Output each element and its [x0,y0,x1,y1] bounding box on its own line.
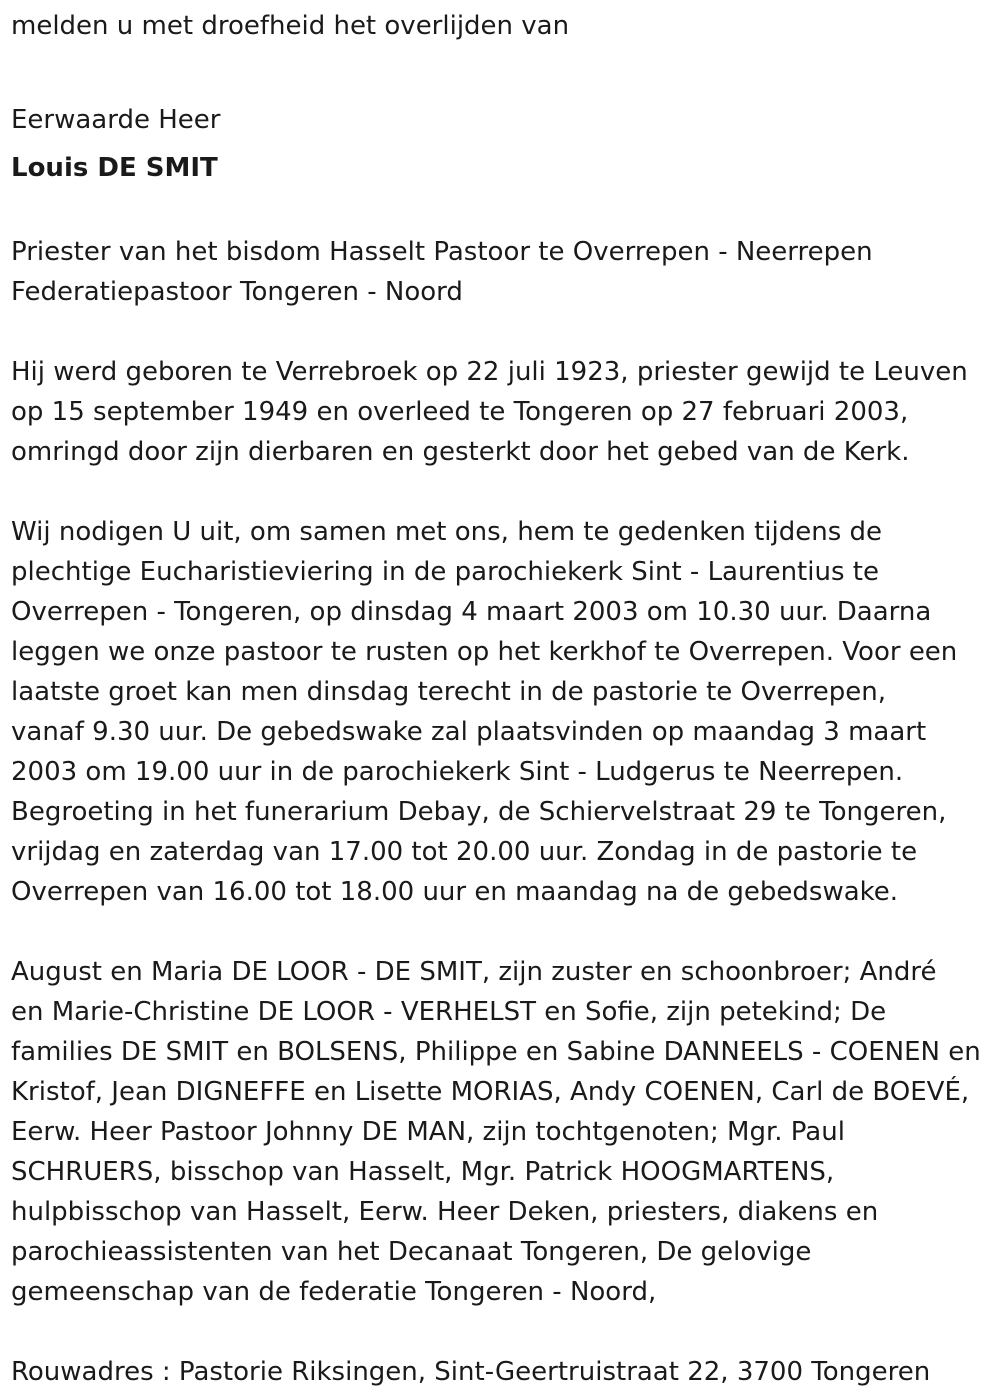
family-line: Eerw. Heer Pastoor Johnny DE MAN, zijn tochtgenoten; Mgr. Paul [11,1117,845,1147]
ceremony-line: vrijdag en zaterdag van 17.00 tot 20.00 uur. Zondag in de pastorie te [11,837,918,867]
family-line: parochieassistenten van het Decanaat Tongeren, De gelovige [11,1237,812,1267]
spacer [11,312,996,352]
ceremony-line: leggen we onze pastoor te rusten op het kerkhof te Overrepen. Voor een [11,637,958,667]
family-line: families DE SMIT en BOLSENS, Philippe en Sabine DANNEELS - COENEN en [11,1037,981,1067]
family-line: SCHRUERS, bisschop van Hasselt, Mgr. Patrick HOOGMARTENS, [11,1157,835,1187]
ceremony-paragraph [11,512,996,912]
honorific: Eerwaarde Heer [11,105,221,135]
spacer [11,912,996,952]
family-line: Kristof, Jean DIGNEFFE en Lisette MORIAS, Andy COENEN, Carl de BOEVÉ, [11,1077,970,1107]
birth-death-line: omringd door zijn dierbaren en gesterkt door het gebed van de Kerk. [11,437,910,467]
spacer [11,472,996,512]
ceremony-line: 2003 om 19.00 uur in de parochiekerk Sint - Ludgerus te Neerrepen. [11,757,904,787]
function-paragraph [11,232,996,312]
ceremony-line: Wij nodigen U uit, om samen met ons, hem te gedenken tijdens de [11,517,883,547]
ceremony-line: plechtige Eucharistieviering in de parochiekerk Sint - Laurentius te [11,557,879,587]
ceremony-line: Overrepen - Tongeren, op dinsdag 4 maart 2003 om 10.30 uur. Daarna [11,597,932,627]
birth-death-line: Hij werd geboren te Verrebroek op 22 juli 1923, priester gewijd te Leuven [11,357,968,387]
spacer [11,52,996,92]
death-notice [11,0,996,1392]
family-line: August en Maria DE LOOR - DE SMIT, zijn zuster en schoonbroer; André [11,957,937,987]
ceremony-line: vanaf 9.30 uur. De gebedswake zal plaatsvinden op maandag 3 maart [11,717,927,747]
family-line: hulpbisschop van Hasselt, Eerw. Heer Deken, priesters, diakens en [11,1197,879,1227]
spacer [11,192,996,232]
intro-text: melden u met droefheid het overlijden van [11,11,570,41]
function-line: Federatiepastoor Tongeren - Noord [11,277,463,307]
ceremony-line: laatste groet kan men dinsdag terecht in de pastorie te Overrepen, [11,677,886,707]
birth-death-line: op 15 september 1949 en overleed te Tongeren op 27 februari 2003, [11,397,909,427]
birth-death-paragraph [11,352,996,472]
ceremony-line: Begroeting in het funerarium Debay, de Schiervelstraat 29 te Tongeren, [11,797,947,827]
family-line: en Marie-Christine DE LOOR - VERHELST en Sofie, zijn petekind; De [11,997,887,1027]
family-line: gemeenschap van de federatie Tongeren - Noord, [11,1277,657,1307]
family-paragraph [11,952,996,1312]
spacer [11,1312,996,1352]
function-line: Priester van het bisdom Hasselt Pastoor te Overrepen - Neerrepen [11,237,873,267]
deceased-name: Louis DE SMIT [11,153,218,183]
mourning-address: Rouwadres : Pastorie Riksingen, Sint-Geertruistraat 22, 3700 Tongeren [11,1357,931,1387]
ceremony-line: Overrepen van 16.00 tot 18.00 uur en maandag na de gebedswake. [11,877,899,907]
